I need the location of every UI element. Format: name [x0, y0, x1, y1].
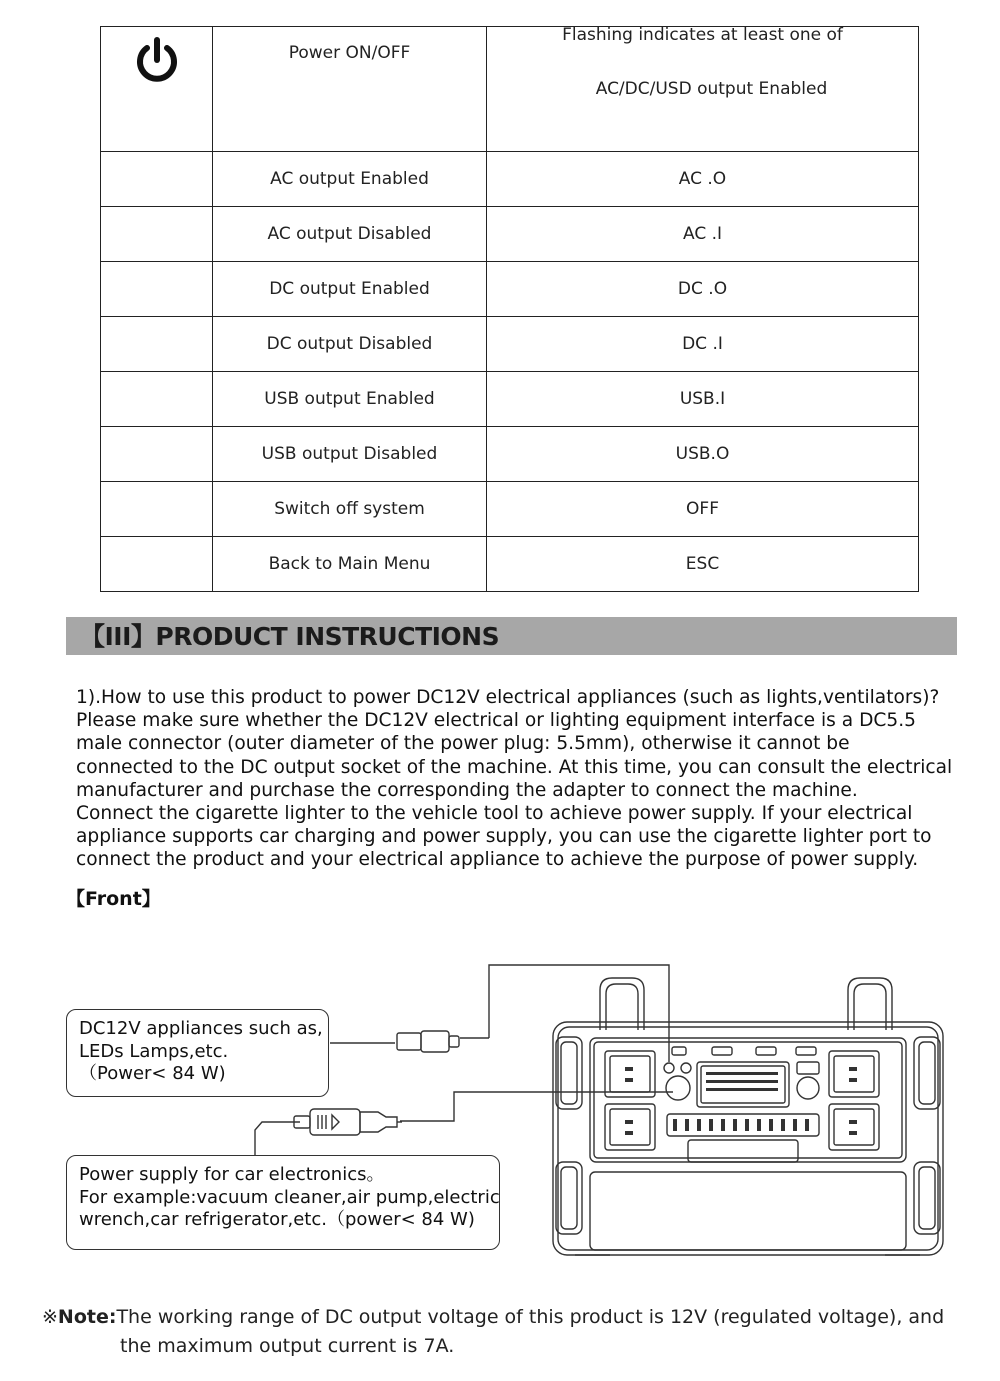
- icon-cell: [101, 427, 213, 482]
- display-cell: USB.I: [487, 372, 919, 427]
- display-cell: ESC: [487, 537, 919, 592]
- reference-mark: ※: [42, 1306, 58, 1328]
- icon-cell: [101, 482, 213, 537]
- icon-cell: [101, 372, 213, 427]
- display-cell: DC .I: [487, 317, 919, 372]
- callout-line: wrench,car refrigerator,etc.（power< 84 W): [79, 1209, 475, 1230]
- display-cell: AC .I: [487, 207, 919, 262]
- paragraph-line: male connector (outer diameter of the power plug: 5.5mm), otherwise it cannot be: [76, 733, 850, 755]
- function-cell: Power ON/OFF: [213, 27, 487, 152]
- table-row: [101, 372, 919, 427]
- display-cell: AC .O: [487, 152, 919, 207]
- dc-cable-line: [489, 965, 669, 1062]
- icon-cell: [101, 537, 213, 592]
- callout-line: LEDs Lamps,etc.: [79, 1040, 229, 1062]
- callout-line: Power supply for car electronics。: [79, 1164, 385, 1185]
- note-line-2: the maximum output current is 7A.: [120, 1335, 455, 1357]
- table-row: [101, 152, 919, 207]
- display-line: AC/DC/USD output Enabled: [595, 79, 828, 99]
- function-cell: Back to Main Menu: [213, 537, 487, 592]
- display-cell: [487, 27, 919, 152]
- display-cell: DC .O: [487, 262, 919, 317]
- function-cell: Switch off system: [213, 482, 487, 537]
- note-line-1: [42, 1303, 982, 1332]
- table-row: [101, 27, 919, 152]
- power-icon: [132, 35, 182, 89]
- section-title: 【III】PRODUCT INSTRUCTIONS: [80, 622, 500, 651]
- function-cell: USB output Enabled: [213, 372, 487, 427]
- note-text: The working range of DC output voltage of this product is 12V (regulated voltage), and: [116, 1306, 945, 1328]
- icon-cell: [101, 27, 213, 152]
- table-row: [101, 482, 919, 537]
- function-cell: DC output Enabled: [213, 262, 487, 317]
- table-row: [101, 262, 919, 317]
- button-function-table: [100, 26, 919, 592]
- paragraph-line: connect the product and your electrical appliance to achieve the purpose of power supply.: [76, 849, 919, 871]
- power-station-icon: [553, 978, 943, 1255]
- front-panel-diagram: [0, 930, 1000, 1270]
- callout-line: DC12V appliances such as,: [79, 1018, 323, 1039]
- table-row: [101, 537, 919, 592]
- car-electronics-callout: [66, 1155, 500, 1250]
- display-cell: OFF: [487, 482, 919, 537]
- table-row: [101, 317, 919, 372]
- paragraph-line: 1).How to use this product to power DC12V electrical appliances (such as lights,ventilators)?: [76, 687, 940, 708]
- callout-line: For example:vacuum cleaner,air pump,electric: [79, 1186, 500, 1208]
- table-row: [101, 207, 919, 262]
- paragraph-line: connected to the DC output socket of the machine. At this time, you can consult the electrical: [76, 756, 953, 778]
- display-line: Flashing indicates at least one of: [562, 25, 843, 45]
- cigarette-plug-icon: [294, 1109, 402, 1135]
- function-cell: USB output Disabled: [213, 427, 487, 482]
- paragraph-line: appliance supports car charging and power supply, you can use the cigarette lighter port to: [76, 826, 932, 848]
- front-label: 【Front】: [66, 888, 161, 910]
- paragraph-line: Connect the cigarette lighter to the vehicle tool to achieve power supply. If your electrical: [76, 803, 913, 825]
- icon-cell: [101, 317, 213, 372]
- note: [42, 1303, 982, 1361]
- dc-plug-icon: [397, 1031, 459, 1052]
- function-cell: AC output Enabled: [213, 152, 487, 207]
- paragraph-line: Please make sure whether the DC12V electrical or lighting equipment interface is a DC5.5: [76, 710, 916, 732]
- paragraph-line: manufacturer and purchase the corresponding the adapter to connect the machine.: [76, 779, 858, 801]
- icon-cell: [101, 262, 213, 317]
- icon-cell: [101, 207, 213, 262]
- note-label: Note:: [57, 1306, 117, 1328]
- callout-line: （Power< 84 W): [79, 1063, 226, 1084]
- dc-appliances-callout: [66, 1009, 329, 1097]
- display-cell: USB.O: [487, 427, 919, 482]
- table-row: [101, 427, 919, 482]
- function-cell: AC output Disabled: [213, 207, 487, 262]
- function-cell: DC output Disabled: [213, 317, 487, 372]
- icon-cell: [101, 152, 213, 207]
- instructions-paragraph: [76, 686, 966, 872]
